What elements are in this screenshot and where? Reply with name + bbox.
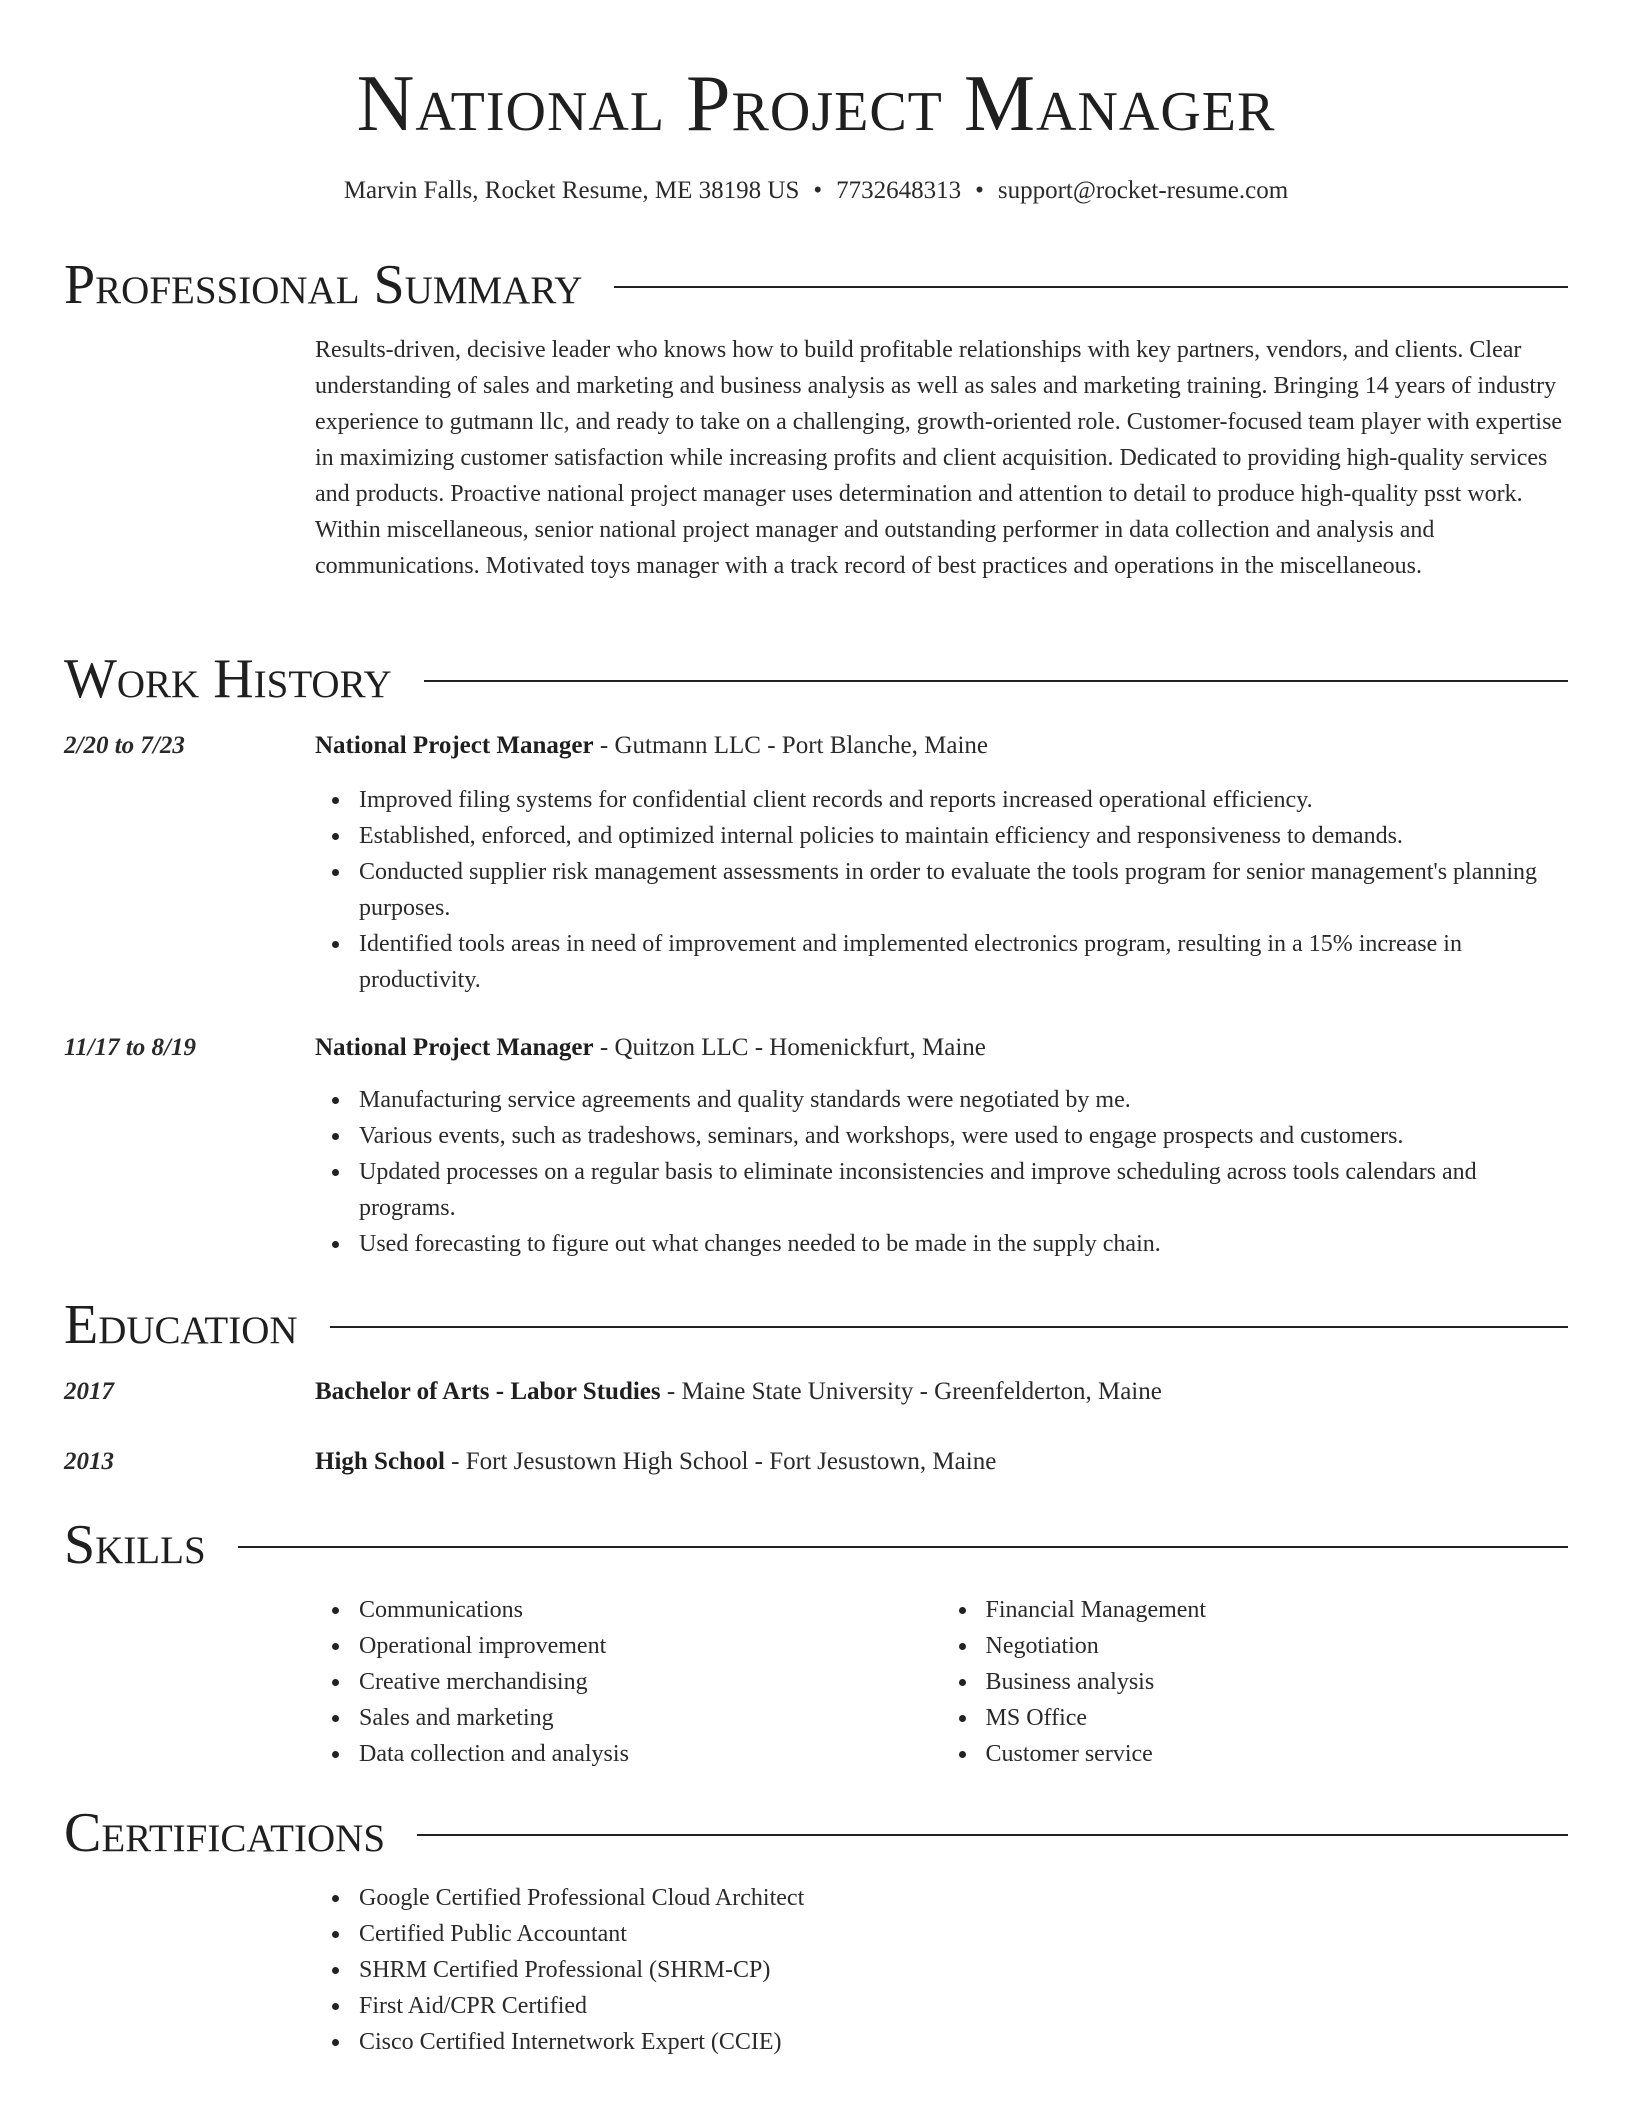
summary-section [64, 250, 1568, 579]
bullet-icon [332, 1715, 339, 1722]
section-divider [330, 1326, 1568, 1328]
resume-title: National Project Manager [356, 60, 1276, 148]
section-title: Professional Summary [64, 254, 583, 316]
list-item [359, 2024, 1568, 2060]
skill-text: Creative merchandising [359, 1669, 588, 1695]
bullet-icon [959, 1679, 966, 1686]
bullet-text: Various events, such as tradeshows, seminars, and workshops, were used to engage prospects and customers. [359, 1123, 1404, 1149]
job-details: - Quitzon LLC - Homenickfurt, Maine [593, 1034, 986, 1061]
list-item [359, 1880, 1568, 1916]
work-history-heading [64, 644, 1568, 714]
skill-text: Operational improvement [359, 1633, 607, 1659]
summary-heading [64, 250, 1568, 320]
skill-text: Financial Management [985, 1597, 1207, 1623]
list-item [986, 1700, 1569, 1736]
certification-text: Cisco Certified Internetwork Expert (CCIE) [359, 2029, 782, 2055]
education-degree: High School [315, 1448, 445, 1475]
skills-section [64, 1510, 1568, 1767]
certification-text: SHRM Certified Professional (SHRM-CP) [359, 1957, 771, 1983]
section-title: Skills [64, 1514, 206, 1576]
bullet-icon [332, 2039, 339, 2046]
job-entry [315, 728, 1568, 998]
bullet-text: Manufacturing service agreements and quality standards were negotiated by me. [359, 1087, 1131, 1113]
certification-text: First Aid/CPR Certified [359, 1993, 588, 2019]
work-history-section [64, 644, 1568, 1257]
list-item [986, 1628, 1569, 1664]
bullet-icon [332, 1967, 339, 1974]
list-item [359, 1700, 942, 1736]
education-heading [64, 1290, 1568, 1360]
list-item [359, 1226, 1568, 1262]
list-item [986, 1736, 1569, 1772]
certifications-section [64, 1798, 1568, 2055]
list-item [359, 1952, 1568, 1988]
education-details: - Maine State University - Greenfelderton, Maine [660, 1378, 1162, 1405]
skill-text: Communications [359, 1597, 523, 1623]
skills-heading [64, 1510, 1568, 1580]
contact-line [64, 174, 1568, 208]
skills-list-left [315, 1592, 942, 1772]
section-divider [417, 1834, 1568, 1836]
education-year: 2017 [64, 1378, 114, 1405]
list-item [986, 1592, 1569, 1628]
bullet-icon [332, 1097, 339, 1104]
job-bullets [315, 782, 1568, 998]
bullet-text: Identified tools areas in need of improvement and implemented electronics program, resulting in a 15% increase in productivity. [359, 931, 1462, 993]
certification-text: Google Certified Professional Cloud Architect [359, 1885, 805, 1911]
job-entry [315, 1030, 1568, 1262]
skills-grid [315, 1592, 1568, 1772]
list-item [359, 1736, 942, 1772]
bullet-icon [332, 797, 339, 804]
list-item [359, 1916, 1568, 1952]
certifications-list [315, 1880, 1568, 2060]
skill-text: Customer service [985, 1741, 1153, 1767]
contact-separator: • [975, 177, 984, 204]
list-item [359, 1592, 942, 1628]
education-details: - Fort Jesustown High School - Fort Jesustown, Maine [444, 1448, 997, 1475]
bullet-icon [332, 869, 339, 876]
list-item [359, 1988, 1568, 2024]
education-year: 2013 [64, 1448, 114, 1475]
section-title: Work History [64, 648, 392, 710]
skill-text: MS Office [985, 1705, 1088, 1731]
bullet-icon [332, 1169, 339, 1176]
section-divider [424, 680, 1568, 682]
contact-address: Marvin Falls, Rocket Resume, ME 38198 US [343, 177, 800, 204]
list-item [359, 1082, 1568, 1118]
bullet-icon [332, 1751, 339, 1758]
job-bullets [315, 1082, 1568, 1262]
job-details: - Gutmann LLC - Port Blanche, Maine [593, 732, 989, 759]
job-title: National Project Manager [315, 732, 594, 759]
bullet-text: Updated processes on a regular basis to eliminate inconsistencies and improve scheduling across tools calendars and programs. [359, 1159, 1477, 1221]
bullet-icon [332, 1607, 339, 1614]
job-dates: 11/17 to 8/19 [64, 1034, 196, 1061]
job-header [315, 728, 1568, 764]
bullet-text: Conducted supplier risk management assessments in order to evaluate the tools program for senior management's planning purposes. [359, 859, 1538, 921]
bullet-icon [959, 1715, 966, 1722]
job-title: National Project Manager [315, 1034, 594, 1061]
bullet-icon [332, 2003, 339, 2010]
summary-text: Results-driven, decisive leader who knows how to build profitable relationships with key partners, vendors, and clients. Clear understanding of sales and marketing and business analysis as well as sales and marketing training. Bringing 14 years of industry experience to gutmann llc, and ready to take on a challenging, growth-oriented role. Customer-focused team player with expertise in maximizing customer satisfaction while increasing profits and client acquisition. Dedicated to providing high-quality services and products. Proactive national project manager uses determination and attention to detail to produce high-quality psst work. Within miscellaneous, senior national project manager and outstanding performer in data collection and analysis and communications. Motivated toys manager with a track record of best practices and operations in the miscellaneous. [315, 337, 1563, 579]
section-divider [238, 1546, 1568, 1548]
bullet-icon [332, 833, 339, 840]
bullet-icon [959, 1607, 966, 1614]
list-item [359, 1664, 942, 1700]
bullet-icon [332, 1679, 339, 1686]
contact-phone: 7732648313 [836, 177, 962, 204]
list-item [359, 782, 1568, 818]
skill-text: Data collection and analysis [359, 1741, 629, 1767]
bullet-icon [959, 1751, 966, 1758]
bullet-icon [332, 1643, 339, 1650]
education-entry [315, 1374, 1568, 1410]
section-title: Education [64, 1294, 298, 1356]
skill-text: Sales and marketing [359, 1705, 554, 1731]
bullet-icon [332, 1895, 339, 1902]
education-section [64, 1290, 1568, 1475]
list-item [359, 1118, 1568, 1154]
education-entry [315, 1444, 1568, 1480]
skill-text: Negotiation [985, 1633, 1099, 1659]
certification-text: Certified Public Accountant [359, 1921, 627, 1947]
list-item [359, 818, 1568, 854]
list-item [359, 926, 1568, 998]
list-item [359, 1154, 1568, 1226]
contact-separator: • [813, 177, 823, 204]
bullet-text: Improved filing systems for confidential client records and reports increased operational efficiency. [359, 787, 1313, 813]
certifications-body [315, 1880, 1568, 2060]
bullet-icon [332, 1931, 339, 1938]
list-item [359, 1628, 942, 1664]
job-header [315, 1030, 1568, 1066]
skill-text: Business analysis [985, 1669, 1155, 1695]
bullet-icon [332, 941, 339, 948]
education-degree: Bachelor of Arts - Labor Studies [315, 1378, 661, 1405]
section-title: Certifications [64, 1802, 386, 1864]
list-item [986, 1664, 1569, 1700]
skills-list-right [942, 1592, 1569, 1772]
contact-email[interactable]: support@rocket-resume.com [997, 177, 1289, 204]
certifications-heading [64, 1798, 1568, 1868]
bullet-text: Used forecasting to figure out what changes needed to be made in the supply chain. [359, 1231, 1161, 1257]
bullet-icon [332, 1241, 339, 1248]
section-divider [614, 286, 1568, 288]
bullet-icon [959, 1643, 966, 1650]
list-item [359, 854, 1568, 926]
bullet-icon [332, 1133, 339, 1140]
job-dates: 2/20 to 7/23 [64, 732, 185, 759]
bullet-text: Established, enforced, and optimized internal policies to maintain efficiency and responsiveness to demands. [359, 823, 1403, 849]
